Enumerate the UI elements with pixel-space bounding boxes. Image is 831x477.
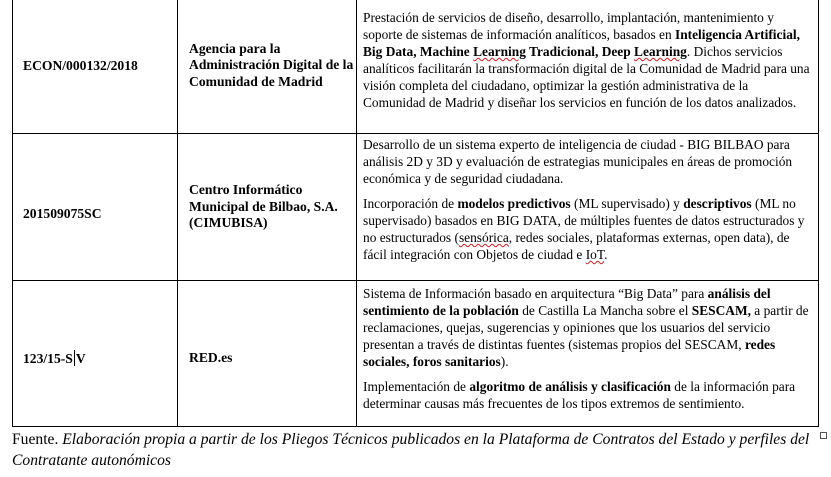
contract-code: ECON/000132/2018 [13,0,178,134]
contracts-table [12,0,819,427]
table-row [13,0,819,134]
spellcheck-flagged-text: sensórica [458,230,509,245]
text-run: Implementación de [363,379,470,394]
description-paragraph [363,9,810,111]
contract-code: 201509075SC [13,134,178,281]
text-run: . Dichos servicios analíticos facilitarán la transformación digital de la Comunidad de Madrid para una visión completa del ciudadano, optimizar la gestión administrativa de la Comunidad de Madrid y diseñar los servicios en función de los datos analizados. [363,44,810,110]
text-run: , redes sociales, plataformas externas, open data), de fácil integración con Objetos de ciudad e [363,230,790,262]
bold-text: algoritmo de análisis y clasificación [469,379,671,394]
description-paragraph [363,378,810,412]
spellcheck-flagged-text: IoT [585,247,605,262]
text-cursor [74,350,75,366]
text-run: (ML no supervisado) basados en BIG DATA, de múltiples fuentes de datos estructurados y no estructurados ( [363,196,805,245]
description-paragraph [363,195,810,263]
contract-code [13,281,178,427]
description-paragraph [363,285,810,370]
text-run: Prestación de servicios de diseño, desarrollo, implantación, mantenimiento y soporte de sistemas de información analíticos, basados en [363,10,774,42]
text-run: Desarrollo de un sistema experto de inteligencia de ciudad - BIG BILBAO para análisis 2D y 3D y evaluación de estrategias municipales en áreas de promoción económica y de seguridad ciudadana. [363,137,793,186]
contracting-entity: Agencia para la Administración Digital de la Comunidad de Madrid [178,0,357,134]
bold-text: redes sociales, foros sanitarios [363,337,776,369]
contract-code-part: 123/15-S [23,351,73,366]
bold-text: descriptivos [683,196,752,211]
bold-text: SESCAM, [691,303,751,318]
text-run: Sistema de Información basado en arquitectura “Big Data” para [363,286,708,301]
text-run: a partir de reclamaciones, quejas, sugerencias y opiniones que los usuarios del servicio presentan a través de distintas fuentes (sistemas propios del SESCAM, [363,303,809,352]
description-paragraph [363,136,810,187]
text-run: Incorporación de [363,196,458,211]
contracting-entity: Centro Informático Municipal de Bilbao, S.A. (CIMUBISA) [178,134,357,281]
text-run: (ML supervisado) y [570,196,684,211]
bold-text: modelos predictivos [457,196,571,211]
contract-code-part: V [75,351,86,366]
bold-text: Tradicional, Deep [525,44,635,59]
text-run: de Castilla La Mancha sobre el [518,303,692,318]
caption-lead: Fuente. [12,431,63,448]
text-run: de la información para determinar causas más frecuentes de los tipos extremos de sentimiento. [363,379,796,411]
text-run: ). [500,354,509,369]
caption-source: Elaboración propia a partir de los Pliegos Técnicos publicados en la Plataforma de Contratos del Estado y perfiles del Contratante autonómicos [12,431,810,469]
bold-text: análisis del sentimiento de la población [363,286,771,318]
table-row [13,134,819,281]
text-boundary-mark [820,432,827,439]
contracting-entity: RED.es [178,281,357,427]
spellcheck-flagged-text: Learning [634,44,687,59]
table-row [13,281,819,427]
spellcheck-flagged-text: Learning [473,44,526,59]
text-run: . [604,247,608,262]
contract-description [357,134,819,281]
contract-description [357,281,819,427]
contract-description [357,0,819,134]
table-caption [12,429,827,471]
bold-text: Inteligencia Artificial, Big Data, Machine [363,27,800,59]
